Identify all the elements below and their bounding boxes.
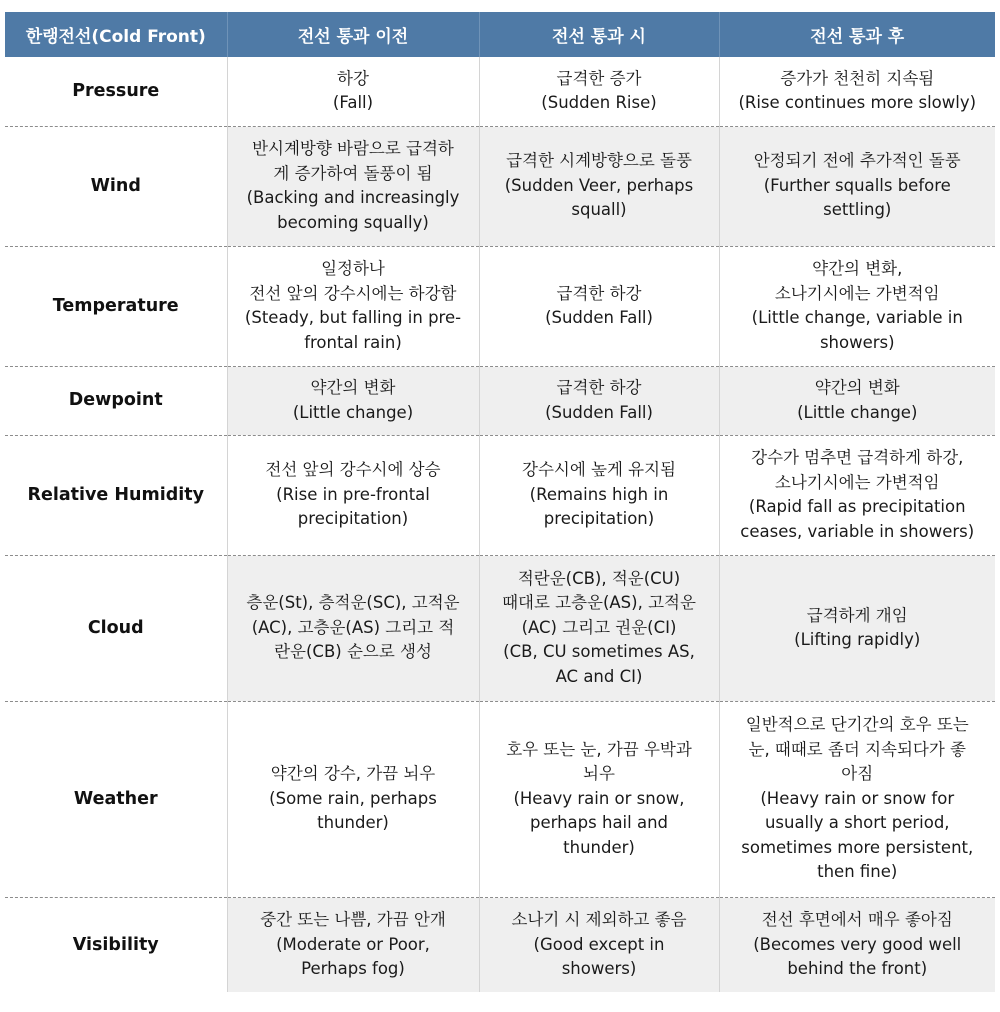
cell-text-ko: 소나기 시 제외하고 좋음	[511, 910, 687, 929]
cell-text-en: (Heavy rain or snow for usually a short period, sometimes more persistent, then fine)	[741, 788, 974, 882]
cell-text-en: (Heavy rain or snow, perhaps hail and thunder)	[513, 788, 685, 857]
cell-dewpoint-before	[227, 366, 479, 435]
cell-text-en: (Backing and increasingly becoming squally)	[246, 188, 460, 232]
cell-dewpoint-during	[479, 366, 719, 435]
cell-text-ko: 반시계방향 바람으로 급격하 게 증가하여 돌풍이 됨	[252, 139, 454, 183]
cell-text-en: (Good except in showers)	[533, 934, 665, 978]
cell-text-en: (CB, CU sometimes AS, AC and CI)	[503, 642, 695, 686]
row-label-relative-humidity: Relative Humidity	[5, 435, 227, 555]
row-label-visibility: Visibility	[5, 897, 227, 992]
cell-relative-humidity-before	[227, 435, 479, 555]
cell-visibility-during	[479, 897, 719, 992]
cell-text-ko: 약간의 변화	[310, 378, 396, 397]
cell-dewpoint-after	[719, 366, 995, 435]
cell-text-en: (Becomes very good well behind the front)	[753, 934, 962, 978]
cell-text-en: (Little change)	[797, 402, 918, 422]
header-during-passage: 전선 통과 시	[479, 12, 719, 57]
cell-wind-before	[227, 126, 479, 246]
cell-text-ko: 중간 또는 나쁨, 가끔 안개	[260, 910, 446, 929]
cell-text-en: (Some rain, perhaps thunder)	[269, 788, 437, 833]
cell-text-en: (Further squalls before settling)	[763, 175, 951, 220]
cell-text-ko: 강수시에 높게 유지됨	[522, 460, 676, 480]
cell-text-en: (Remains high in precipitation)	[529, 484, 669, 529]
cell-relative-humidity-during	[479, 435, 719, 555]
header-before-passage: 전선 통과 이전	[227, 12, 479, 57]
cell-text-en: (Sudden Rise)	[541, 93, 657, 113]
cell-text-ko: 강수가 멈추면 급격하게 하강, 소나기시에는 가변적임	[751, 448, 964, 492]
cell-text-en: (Lifting rapidly)	[794, 630, 921, 649]
cell-wind-after	[719, 126, 995, 246]
cell-text-ko: 일반적으로 단기간의 호우 또는 눈, 때때로 좀더 지속되다가 좋 아짐	[745, 715, 969, 784]
cell-text-en: (Sudden Fall)	[545, 402, 653, 422]
cell-pressure-during	[479, 57, 719, 126]
table-row-relative-humidity	[5, 435, 995, 555]
cell-text-ko: 전선 후면에서 매우 좋아짐	[761, 910, 953, 929]
table-row-weather	[5, 701, 995, 897]
cell-text-en: (Rise continues more slowly)	[738, 93, 977, 113]
row-label-pressure: Pressure	[5, 57, 227, 126]
row-label-temperature: Temperature	[5, 246, 227, 366]
cell-text-ko: 급격한 하강	[556, 283, 642, 303]
cell-text-en: (Fall)	[332, 93, 374, 113]
cell-visibility-before	[227, 897, 479, 992]
cell-text-ko: 증가가 천천히 지속됨	[780, 68, 935, 88]
cell-text-en: (Little change, variable in showers)	[751, 308, 963, 352]
cell-cloud-after	[719, 555, 995, 701]
cell-text-en: (Rise in pre-frontal precipitation)	[276, 484, 430, 529]
header-row	[5, 12, 995, 57]
cell-text-ko: 약간의 강수, 가끔 뇌우	[270, 764, 436, 784]
header-after-passage: 전선 통과 후	[719, 12, 995, 57]
cell-temperature-after	[719, 246, 995, 366]
cell-text-ko: 적란운(CB), 적운(CU) 때대로 고층운(AS), 고적운 (AC) 그리고 권운(CI)	[502, 568, 696, 637]
cell-temperature-during	[479, 246, 719, 366]
cell-visibility-after	[719, 897, 995, 992]
cold-front-table	[5, 12, 995, 992]
table-row-dewpoint	[5, 366, 995, 435]
cell-text-ko: 약간의 변화	[814, 378, 900, 397]
cell-text-ko: 호우 또는 눈, 가끔 우박과 뇌우	[506, 739, 692, 784]
cell-text-ko: 일정하나 전선 앞의 강수시에는 하강함	[249, 259, 457, 303]
table-row-temperature	[5, 246, 995, 366]
cell-pressure-after	[719, 57, 995, 126]
cell-pressure-before	[227, 57, 479, 126]
cell-text-en: (Sudden Fall)	[545, 308, 653, 327]
table-row-wind	[5, 126, 995, 246]
cell-text-en: (Rapid fall as precipitation ceases, variable in showers)	[740, 497, 975, 541]
cell-text-ko: 안정되기 전에 추가적인 돌풍	[753, 151, 961, 171]
cell-text-ko: 하강	[337, 68, 369, 88]
table-row-visibility	[5, 897, 995, 992]
table-row-pressure	[5, 57, 995, 126]
row-label-wind: Wind	[5, 126, 227, 246]
row-label-weather: Weather	[5, 701, 227, 897]
cell-text-ko: 급격한 하강	[556, 378, 642, 397]
cell-cloud-during	[479, 555, 719, 701]
cell-text-en: (Moderate or Poor, Perhaps fog)	[276, 934, 430, 978]
cell-temperature-before	[227, 246, 479, 366]
cell-text-ko: 약간의 변화, 소나기시에는 가변적임	[774, 259, 940, 303]
table-row-cloud	[5, 555, 995, 701]
row-label-dewpoint: Dewpoint	[5, 366, 227, 435]
cell-text-en: (Steady, but falling in pre- frontal rain)	[244, 308, 462, 352]
cell-wind-during	[479, 126, 719, 246]
cell-text-ko: 급격하게 개임	[806, 605, 908, 625]
cell-text-ko: 전선 앞의 강수시에 상승	[265, 460, 441, 480]
cell-weather-after	[719, 701, 995, 897]
cell-weather-before	[227, 701, 479, 897]
header-cold-front: 한랭전선(Cold Front)	[5, 12, 227, 57]
cell-text-ko: 급격한 시계방향으로 돌풍	[506, 151, 692, 171]
cell-text-ko: 층운(St), 층적운(SC), 고적운 (AC), 고층운(AS) 그리고 적 란운(CB) 순으로 생성	[246, 593, 460, 662]
cell-text-en: (Little change)	[292, 402, 414, 422]
row-label-cloud: Cloud	[5, 555, 227, 701]
cell-weather-during	[479, 701, 719, 897]
cell-text-en: (Sudden Veer, perhaps squall)	[504, 175, 694, 220]
cell-relative-humidity-after	[719, 435, 995, 555]
cell-cloud-before	[227, 555, 479, 701]
cell-text-ko: 급격한 증가	[556, 68, 642, 88]
